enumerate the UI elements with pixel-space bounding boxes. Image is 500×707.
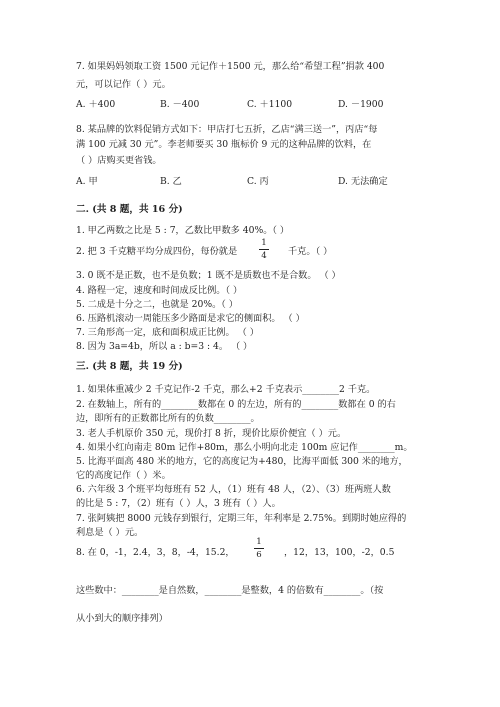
s3-q3: 3. 老人手机原价 350 元，现价打 8 折，现价比原价便宜（ ）元。 [76,428,347,439]
s2-q6: 6. 压路机滚动一周能压多少路面是求它的侧面积。 （ ） [76,313,305,324]
s3-q5-line1: 5. 比海平面高 480 米的地方，它的高度记为+480，比海平面低 300 米的地方， [76,456,408,467]
s3-q5-line2: 它的高度记作（ ）米。 [76,470,171,481]
s2-q5: 5. 二成是十分之二，也就是 20%。（ ） [76,299,238,310]
q7-option-d: D. －1900 [338,99,384,110]
section3-heading: 三. (共 8 题，共 19 分) [76,361,183,372]
q8-option-d: D. 无法确定 [338,176,388,187]
s2-q2-suffix: 千克。（ ） [288,246,333,257]
q8-option-a: A. 甲 [76,176,98,187]
s3-q8-suffix: ，12，13，100，-2，0.5 [284,547,395,558]
s2-q3: 3. 0 既不是正数，也不是负数；1 既不是质数也不是合数。 （ ） [76,270,341,281]
s3-q8-fraction [253,537,265,560]
q8-line1: 8. 某品牌的饮料促销方式如下：甲店打七五折，乙店“满三送一”，丙店“每 [76,124,378,135]
s2-q2-fraction [258,238,270,261]
s2-q4: 4. 路程一定，速度和时间成反比例。（ ） [76,285,243,296]
s2-q2-text: 2. 把 3 千克糖平均分成四份，每份就是 [76,246,238,257]
fraction-numerator: 1 [261,238,267,248]
fraction-bar [259,249,269,250]
s3-q2-line1: 2. 在数轴上，所有的________数都在 0 的左边，所有的________数都在 0 的右 [76,399,396,410]
q7-line2: 元，可以记作（ ）元。 [76,79,171,90]
s3-q8-line2: 这些数中：________是自然数，________是整数，4 的倍数有________。（按 [76,585,384,596]
s3-q8-line3: 从小到大的顺序排列） [76,613,168,624]
s3-q7-line2: 利息是（ ）元。 [76,527,144,538]
s3-q4: 4. 如果小红向南走 80m 记作+80m，那么小明向北走 100m 应记作________m。 [76,442,413,453]
q8-option-b: B. 乙 [160,176,182,187]
q7-option-b: B. －400 [160,99,200,110]
s2-q8: 8. 因为 3a=4b，所以 a : b=3 : 4。 （ ） [76,341,253,352]
s2-q7: 7. 三角形高一定，底和面积成正比例。 （ ） [76,327,259,338]
q7-line1: 7. 如果妈妈领取工资 1500 元记作＋1500 元，那么给“希望工程”捐款 400 [76,61,385,72]
q8-option-c: C. 丙 [247,176,269,187]
s3-q7-line1: 7. 张阿姨把 8000 元钱存到银行，定期三年，年利率是 2.75%。到期时她应得的 [76,513,407,524]
s3-q2-line2: 边，即所有的正数都比所有的负数________。 [76,413,260,424]
fraction-bar [254,548,264,549]
fraction-denominator: 6 [256,550,262,560]
s2-q1: 1. 甲乙两数之比是 5 : 7，乙数比甲数多 40%。（ ） [76,225,290,236]
s3-q6-line1: 6. 六年级 3 个班平均每班有 52 人，（1）班有 48 人，（2）、（3）班两班人数 [76,484,391,495]
fraction-numerator: 1 [256,537,262,547]
q8-line3: （ ）店购买更省钱。 [76,155,162,166]
q7-option-c: C. ＋1100 [247,99,293,110]
s3-q1: 1. 如果体重减少 2 千克记作-2 千克，那么+2 千克表示________2 千克。 [76,384,376,395]
q7-option-a: A. ＋400 [76,99,116,110]
s3-q6-line2: 的比是 5 : 7，（2）班有（ ）人，3 班有（ ）人。 [76,498,281,509]
section2-heading: 二. (共 8 题，共 16 分) [76,204,183,215]
s3-q8-text: 8. 在 0，-1，2.4，3，8，-4，15.2， [76,547,235,558]
fraction-denominator: 4 [261,251,267,261]
q8-line2: 满 100 元减 30 元”。李老师要买 30 瓶标价 9 元的这种品牌的饮料，在 [76,139,372,150]
